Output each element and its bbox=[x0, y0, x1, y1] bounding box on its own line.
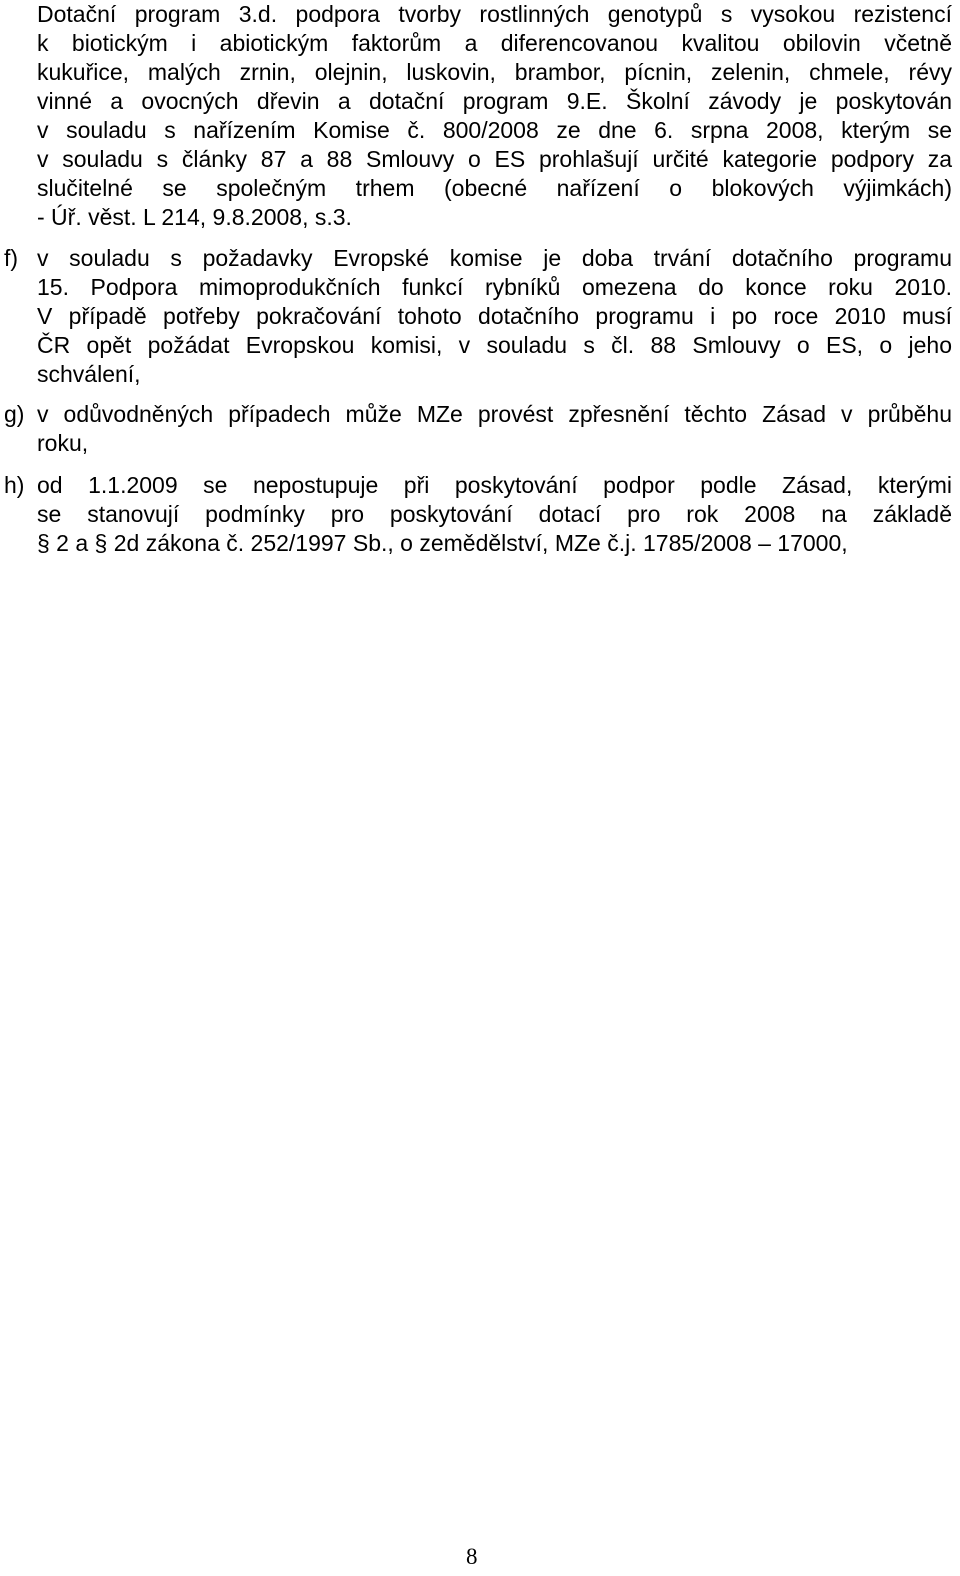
list-item-line: § 2 a § 2d zákona č. 252/1997 Sb., o zemědělství, MZe č.j. 1785/2008 – 17000, bbox=[37, 530, 848, 556]
list-item-line: v souladu s požadavky Evropské komise je doba trvání dotačního programu bbox=[37, 245, 952, 271]
paragraph-line: v souladu s nařízením Komise č. 800/2008 ze dne 6. srpna 2008, kterým se bbox=[37, 117, 952, 143]
paragraph-line: - Úř. věst. L 214, 9.8.2008, s.3. bbox=[37, 204, 352, 230]
list-item-line: roku, bbox=[37, 430, 89, 456]
list-marker: h) bbox=[4, 472, 25, 498]
list-marker: g) bbox=[4, 401, 25, 427]
list-marker: f) bbox=[4, 245, 19, 271]
paragraph-line: Dotační program 3.d. podpora tvorby rostlinných genotypů s vysokou rezistencí bbox=[37, 1, 952, 27]
list-item-line: v odůvodněných případech může MZe provést zpřesnění těchto Zásad v průběhu bbox=[37, 401, 952, 427]
list-item-line: od 1.1.2009 se nepostupuje při poskytování podpor podle Zásad, kterými bbox=[37, 472, 952, 498]
list-item-line: se stanovují podmínky pro poskytování dotací pro rok 2008 na základě bbox=[37, 501, 952, 527]
paragraph-line: vinné a ovocných dřevin a dotační program 9.E. Školní závody je poskytován bbox=[37, 88, 952, 114]
paragraph-line: k biotickým i abiotickým faktorům a diferencovanou kvalitou obilovin včetně bbox=[37, 30, 952, 56]
list-item-line: V případě potřeby pokračování tohoto dotačního programu i po roce 2010 musí bbox=[37, 303, 952, 329]
page-number: 8 bbox=[466, 1544, 478, 1569]
paragraph-line: kukuřice, malých zrnin, olejnin, luskovin, brambor, pícnin, zelenin, chmele, révy bbox=[37, 59, 952, 85]
list-item-line: schválení, bbox=[37, 361, 141, 387]
paragraph-line: slučitelné se společným trhem (obecné nařízení o blokových výjimkách) bbox=[37, 175, 952, 201]
list-item-line: ČR opět požádat Evropskou komisi, v souladu s čl. 88 Smlouvy o ES, o jeho bbox=[37, 332, 952, 358]
list-item-line: 15. Podpora mimoprodukčních funkcí rybníků omezena do konce roku 2010. bbox=[37, 274, 952, 300]
paragraph-line: v souladu s články 87 a 88 Smlouvy o ES prohlašují určité kategorie podpory za bbox=[37, 146, 952, 172]
